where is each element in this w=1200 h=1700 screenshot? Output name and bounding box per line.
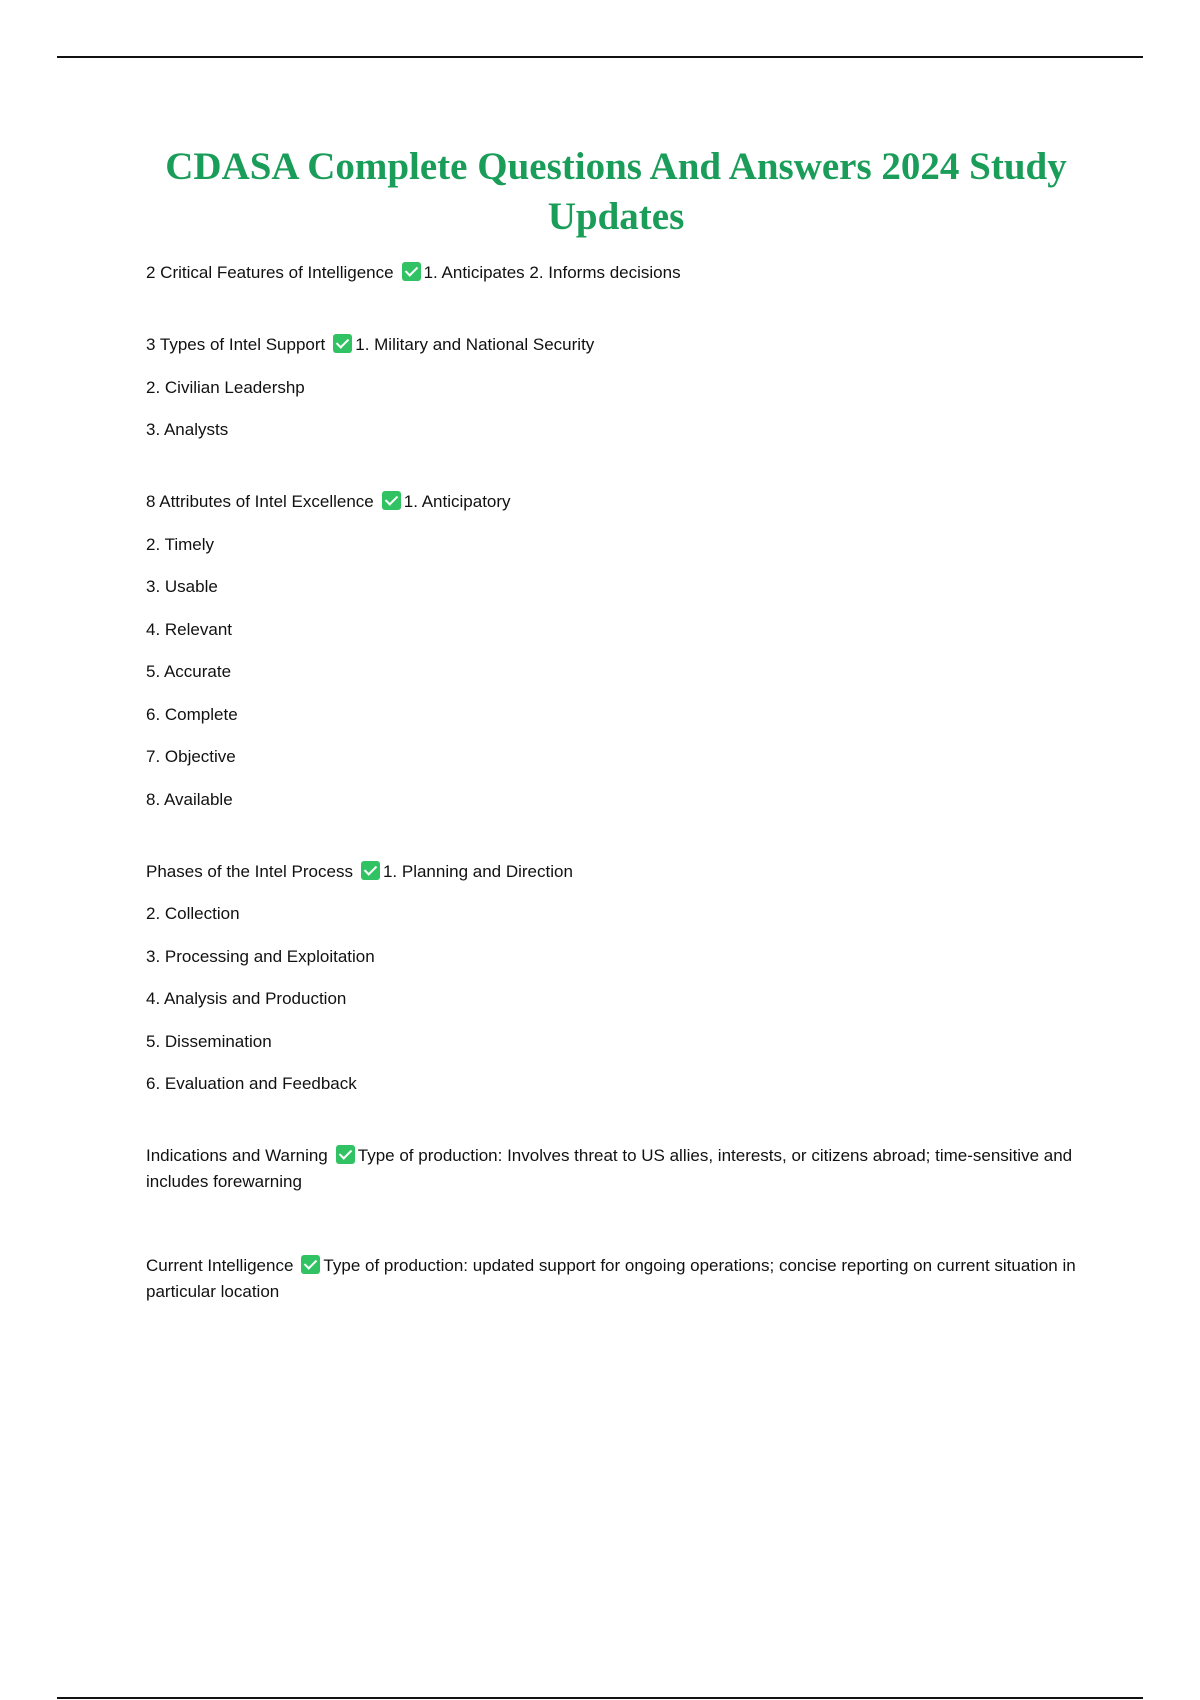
qa-item [146, 489, 1076, 813]
check-icon [333, 334, 352, 353]
answer-line: 8. Available [146, 789, 233, 809]
question-text: Phases of the Intel Process [146, 861, 353, 881]
check-icon [361, 861, 380, 880]
qa-line [146, 260, 1076, 286]
header-rule [57, 56, 1143, 58]
answer-line: 2. Civilian Leadershp [146, 377, 305, 397]
answer-text: 1. Planning and Direction [382, 861, 573, 881]
answer-line: 6. Evaluation and Feedback [146, 1074, 357, 1093]
check-icon [402, 262, 421, 281]
answer-text: 1. Military and National Security [355, 335, 595, 354]
answer-line: 4. Analysis and Production [146, 989, 347, 1008]
answer-line: 5. Dissemination [146, 1031, 272, 1051]
check-icon [382, 491, 401, 510]
qa-line [146, 332, 1076, 358]
check-icon [301, 1255, 320, 1274]
qa-item [146, 332, 1076, 443]
answer-line: 2. Timely [146, 534, 215, 554]
answer-line: 3. Analysts [146, 420, 229, 439]
answer-text: 1. Anticipatory [403, 492, 511, 511]
qa-item [146, 260, 1076, 286]
question-text: Indications and Warning [146, 1146, 328, 1165]
check-icon [336, 1145, 355, 1164]
qa-list [146, 260, 1076, 1351]
answer-text: Type of production: Involves threat to US allies, interests, or citizens abroad; time-sensitive and includes forewarning [146, 1146, 1073, 1191]
qa-item [146, 1253, 1076, 1305]
question-text: 3 Types of Intel Support [146, 335, 326, 354]
answer-line: 3. Usable [146, 577, 218, 596]
question-text: Current Intelligence [146, 1256, 294, 1275]
answer-line: 2. Collection [146, 904, 240, 923]
qa-line [146, 489, 1076, 515]
qa-line [146, 859, 1076, 885]
qa-line [146, 1143, 1076, 1195]
answer-line: 6. Complete [146, 704, 238, 724]
qa-line [146, 1253, 1076, 1305]
qa-item [146, 1143, 1076, 1195]
answer-line: 4. Relevant [146, 619, 232, 639]
answer-line: 5. Accurate [146, 662, 232, 681]
answer-line: 7. Objective [146, 747, 236, 766]
qa-item [146, 859, 1076, 1098]
question-text: 2 Critical Features of Intelligence [146, 263, 394, 282]
question-text: 8 Attributes of Intel Excellence [146, 492, 374, 511]
footer-rule [57, 1697, 1143, 1699]
answer-text: Type of production: updated support for ongoing operations; concise reporting on current situation in particular location [146, 1256, 1076, 1301]
answer-line: 3. Processing and Exploitation [146, 946, 375, 966]
answer-text: 1. Anticipates 2. Informs decisions [423, 263, 681, 282]
page-title: CDASA Complete Questions And Answers 2024 Study Updates [165, 145, 1067, 238]
